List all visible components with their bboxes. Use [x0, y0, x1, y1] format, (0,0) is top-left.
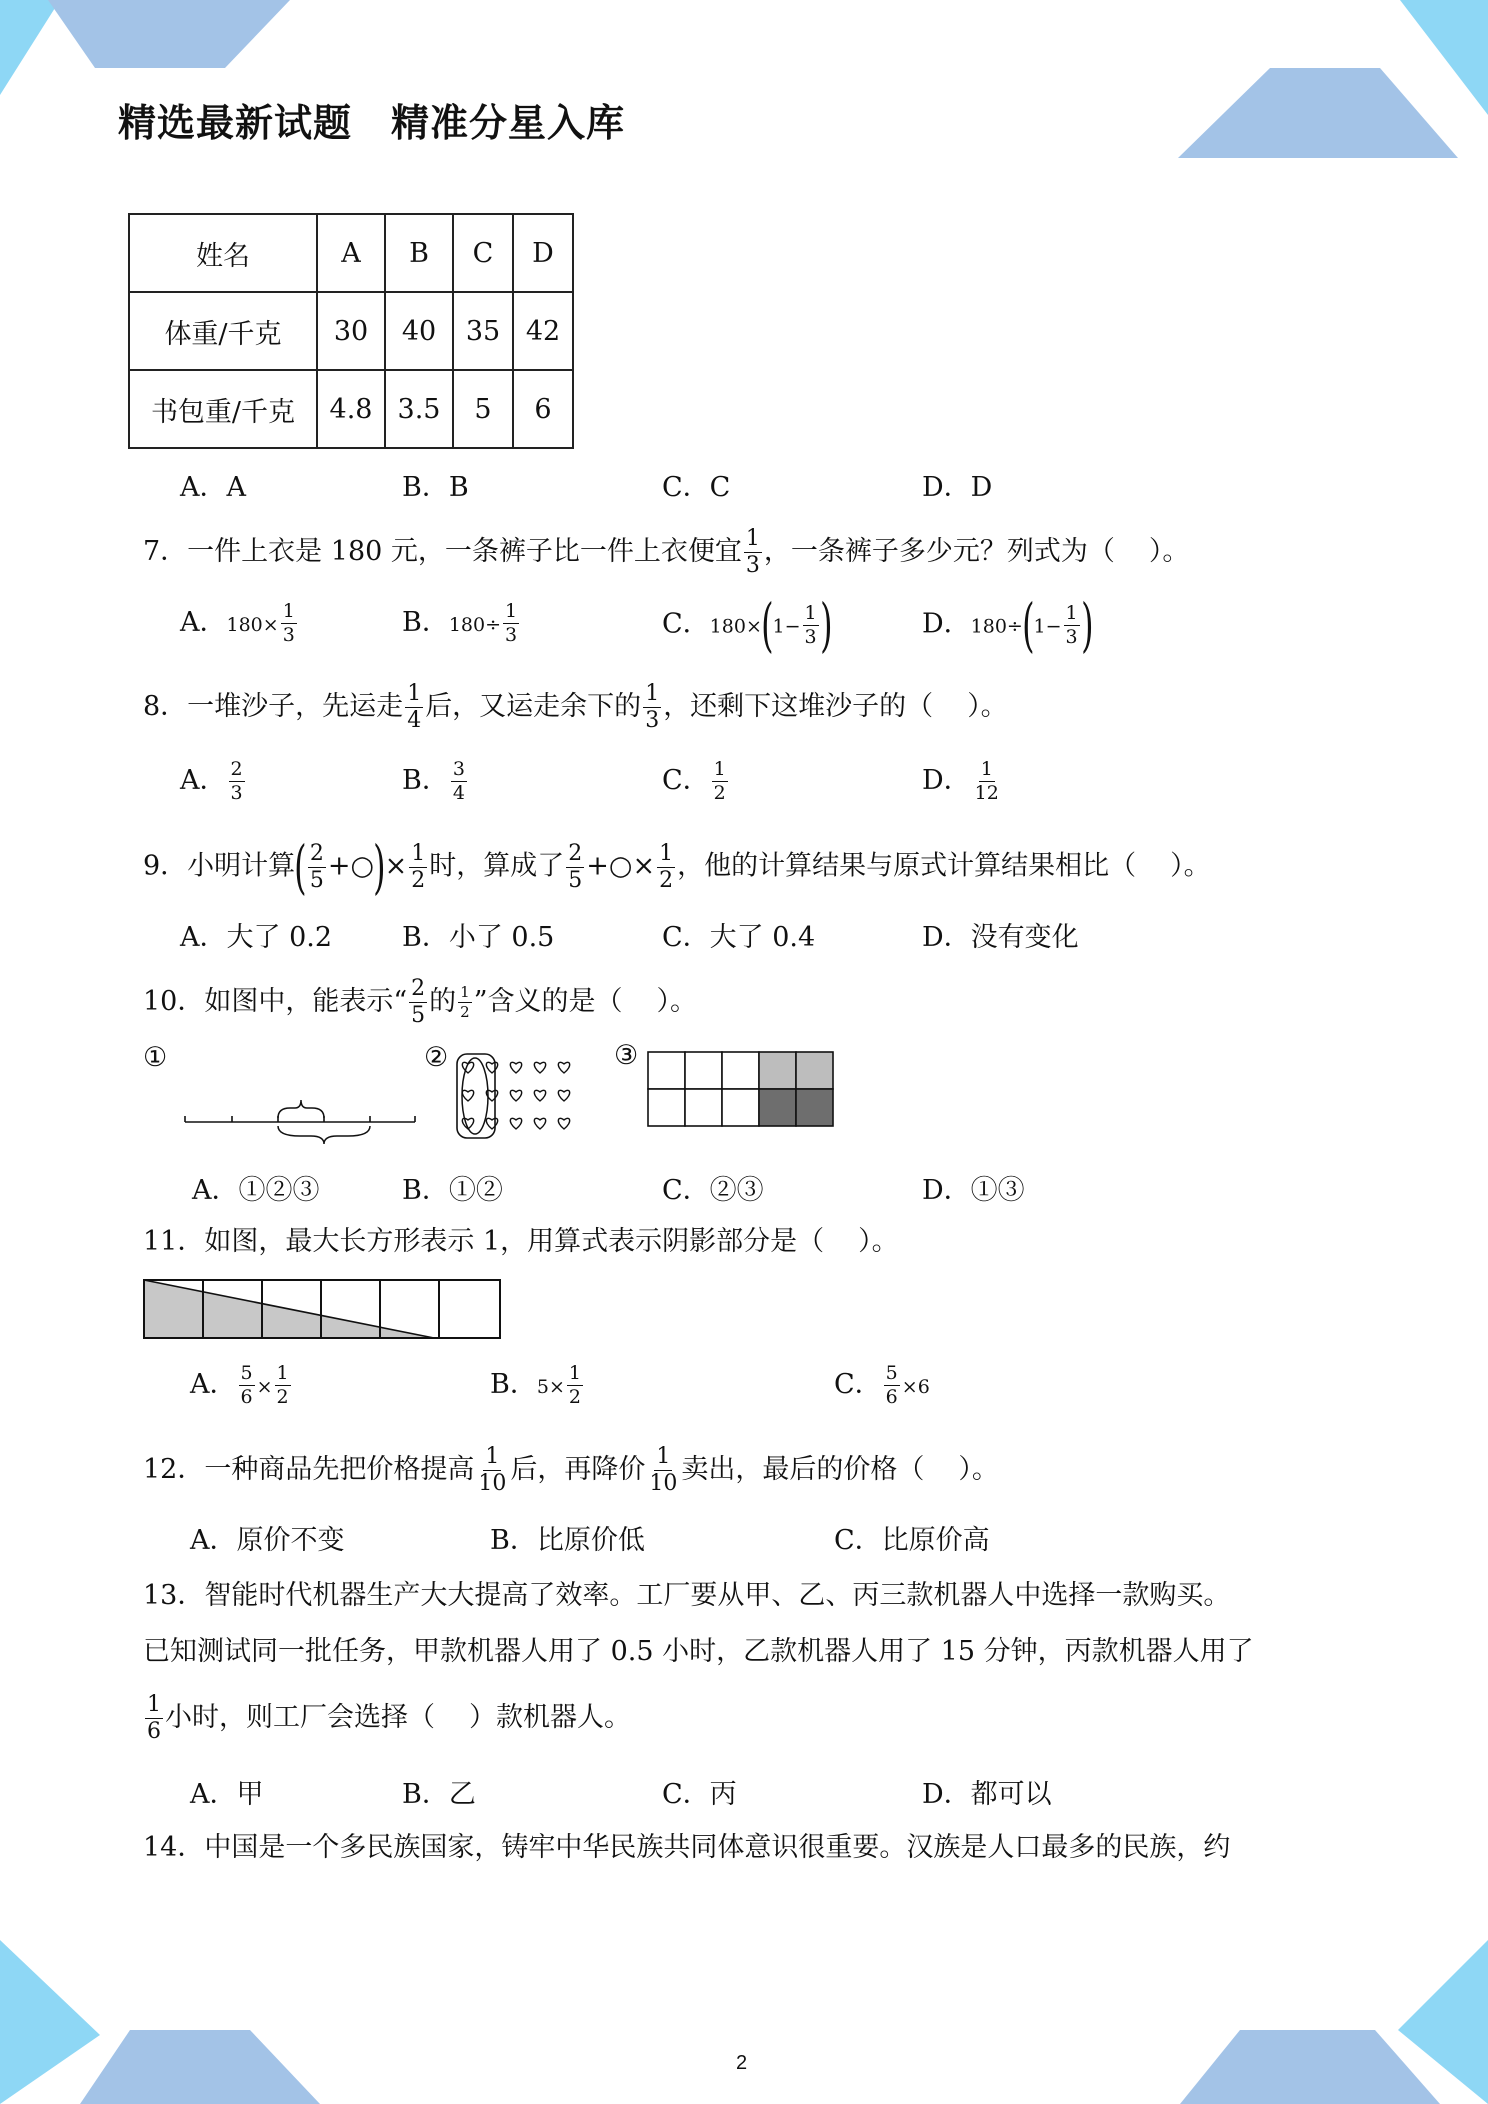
q13-line-2: 已知测试同一批任务，甲款机器人用了 0.5 小时，乙款机器人用了 15 分钟，丙款机器人用了: [143, 1636, 1254, 1667]
table-cell: 姓名: [129, 214, 317, 292]
table-cell: A: [317, 214, 385, 292]
heart-icon: [486, 1062, 497, 1073]
q13-line-1: 13．智能时代机器生产大大提高了效率。工厂要从甲、乙、丙三款机器人中选择一款购买。: [143, 1580, 1231, 1611]
q10-option-c: C．②③: [662, 1175, 764, 1206]
q12-option-c: C．比原价高: [834, 1525, 990, 1556]
table-row: [129, 214, 573, 292]
q12-option-a: A．原价不变: [190, 1525, 345, 1556]
q11-option-c: C． $\frac{5}{6}$ ×6: [834, 1362, 930, 1408]
q6-option-c: C．C: [662, 472, 731, 503]
q10-figure-1-line: [180, 1098, 420, 1148]
q13-option-b: B．乙: [402, 1779, 476, 1810]
q7-option-d: D．180÷(1− $\frac{1}{3}$ ): [922, 591, 1094, 659]
q10-fig1-label: ①: [143, 1042, 168, 1073]
table-cell: 3.5: [385, 370, 453, 448]
corner-trap-bottom-right: [1180, 2030, 1440, 2104]
heart-icon: [558, 1062, 569, 1073]
q8-option-a: A． $\frac{2}{3}$: [180, 758, 243, 804]
q13-option-a: A．甲: [190, 1779, 264, 1810]
table-cell: 42: [513, 292, 573, 370]
q12-option-b: B．比原价低: [490, 1525, 645, 1556]
q12-stem: 12．一种商品先把价格提高 $\frac{1}{10}$ 后，再降价 $\frac{1}{10}$ 卖出，最后的价格（ ）。: [143, 1444, 999, 1496]
corner-trap-top-left: [48, 0, 290, 68]
heart-icon: [510, 1090, 521, 1101]
q10-option-a: A．①②③: [192, 1175, 320, 1206]
q9-stem: 9．小明计算( $\frac{2}{5}$ +○)× $\frac{1}{2}$ 时，算成了 $\frac{2}{5}$ +○× $\frac{1}{2}$ ，他的计算结果与原式计算结果相比（ ）。: [143, 833, 1211, 901]
table-cell: 40: [385, 292, 453, 370]
table-cell: 35: [453, 292, 513, 370]
header-title: 精选最新试题 精准分星入库: [118, 101, 626, 145]
weight-table: [128, 213, 574, 449]
corner-trap-bottom-left: [80, 2030, 320, 2104]
q10-option-b: B．①②: [402, 1175, 503, 1206]
q7-option-c: C．180×(1− $\frac{1}{3}$ ): [662, 591, 833, 659]
table-cell: B: [385, 214, 453, 292]
page-number: 2: [736, 2052, 748, 2074]
q10-stem: 10．如图中，能表示“ $\frac{2}{5}$ 的 $\frac{1}{2}$ ”含义的是（ ）。: [143, 976, 698, 1028]
q9-option-c: C．大了 0.4: [662, 922, 816, 953]
corner-tri-bottom-left: [0, 1940, 100, 2104]
q13-line-3: $\frac{1}{6}$ 小时，则工厂会选择（ ）款机器人。: [147, 1692, 631, 1744]
heart-icon: [486, 1118, 497, 1129]
q10-option-d: D．①③: [922, 1175, 1025, 1206]
q10-figure-2-hearts: [454, 1052, 604, 1140]
q7-option-a: A．180× $\frac{1}{3}$: [180, 600, 295, 646]
q7-stem: 7．一件上衣是 180 元，一条裤子比一件上衣便宜 $\frac{1}{3}$ ，一条裤子多少元？列式为（ ）。: [143, 526, 1190, 578]
table-cell: 体重/千克: [129, 292, 317, 370]
q11-figure-rectangle: [142, 1278, 504, 1340]
heart-icon: [510, 1118, 521, 1129]
q10-fig2-label: ②: [424, 1042, 449, 1073]
q10-figure-3-grid: [646, 1050, 836, 1130]
q7-option-b: B．180÷ $\frac{1}{3}$: [402, 600, 518, 646]
q11-stem: 11．如图，最大长方形表示 1，用算式表示阴影部分是（ ）。: [143, 1226, 899, 1257]
table-cell: 30: [317, 292, 385, 370]
heart-icon: [534, 1062, 545, 1073]
q14-line-1: 14．中国是一个多民族国家，铸牢中华民族共同体意识很重要。汉族是人口最多的民族，约: [143, 1832, 1231, 1863]
q13-option-c: C．丙: [662, 1779, 737, 1810]
corner-trap-top-right: [1178, 68, 1458, 158]
q8-option-c: C． $\frac{1}{2}$: [662, 758, 726, 804]
q6-option-d: D．D: [922, 472, 993, 503]
corner-tri-top-right: [1400, 0, 1488, 115]
table-cell: 6: [513, 370, 573, 448]
table-cell: D: [513, 214, 573, 292]
q9-option-d: D．没有变化: [922, 922, 1079, 953]
q6-option-b: B．B: [402, 472, 469, 503]
table-cell: C: [453, 214, 513, 292]
q13-option-d: D．都可以: [922, 1779, 1052, 1810]
heart-icon: [558, 1090, 569, 1101]
table-cell: 书包重/千克: [129, 370, 317, 448]
heart-icon: [510, 1062, 521, 1073]
table-cell: 5: [453, 370, 513, 448]
q6-option-a: A．A: [180, 472, 246, 503]
q8-option-d: D． $\frac{1}{12}$: [922, 758, 999, 804]
q11-option-b: B．5× $\frac{1}{2}$: [490, 1362, 581, 1408]
heart-icon: [558, 1118, 569, 1129]
heart-icon: [534, 1118, 545, 1129]
q9-option-a: A．大了 0.2: [180, 922, 333, 953]
corner-tri-top-left: [0, 0, 60, 95]
table-row: [129, 370, 573, 448]
q9-option-b: B．小了 0.5: [402, 922, 555, 953]
heart-icon: [534, 1090, 545, 1101]
heart-icon: [462, 1090, 473, 1101]
table-row: [129, 292, 573, 370]
fraction-1-3: $\frac{1}{3}$: [745, 526, 760, 578]
q8-stem: 8．一堆沙子，先运走 $\frac{1}{4}$ 后，又运走余下的 $\frac{1}{3}$ ，还剩下这堆沙子的（ ）。: [143, 681, 1008, 733]
table-cell: 4.8: [317, 370, 385, 448]
q11-option-a: A． $\frac{5}{6}$ × $\frac{1}{2}$: [190, 1362, 289, 1408]
q10-fig3-label: ③: [614, 1040, 639, 1071]
q8-option-b: B． $\frac{3}{4}$: [402, 758, 465, 804]
